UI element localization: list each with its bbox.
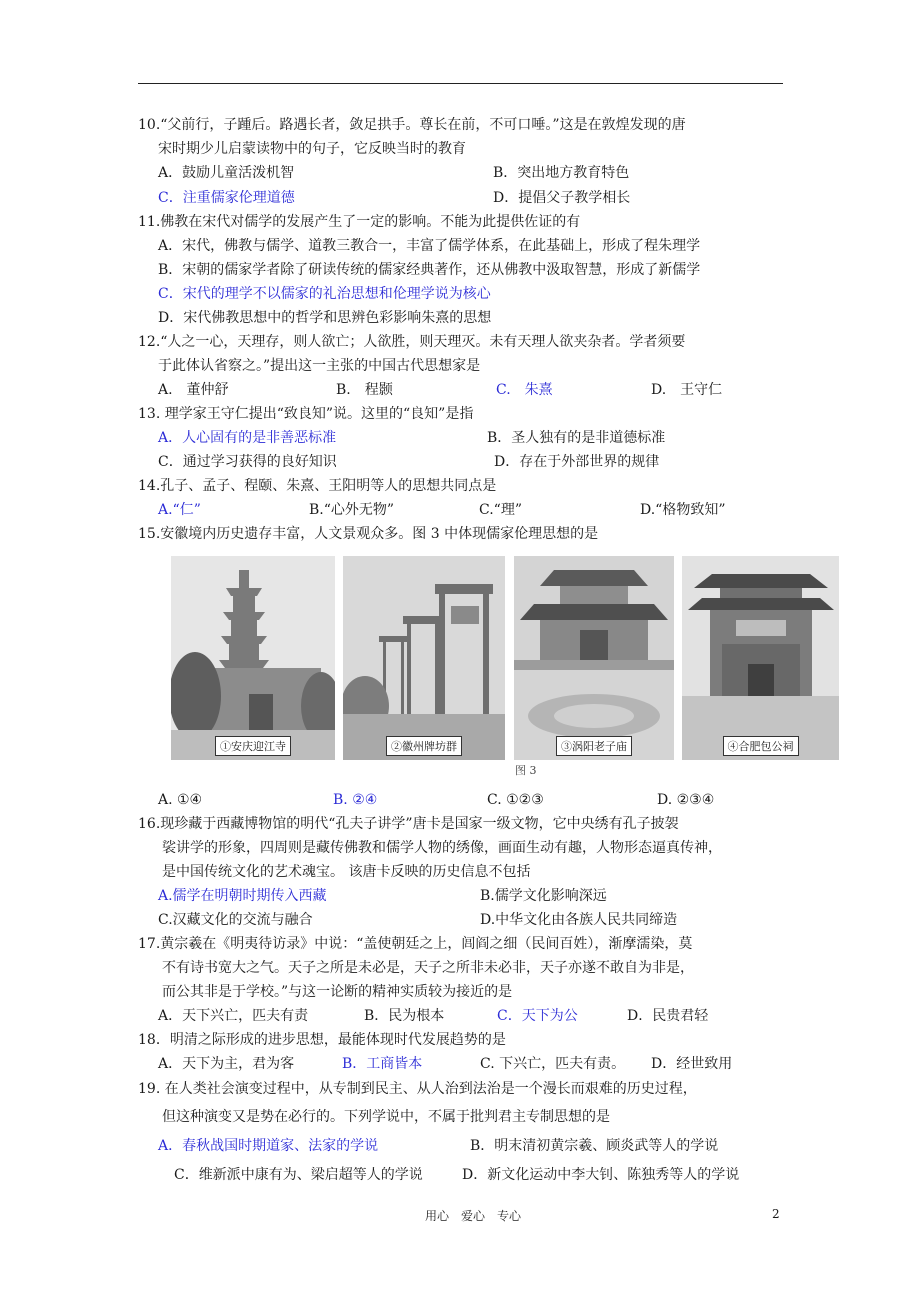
q19-option-d: D．新文化运动中李大钊、陈独秀等人的学说 bbox=[462, 1167, 740, 1183]
q18-option-d: D．经世致用 bbox=[651, 1056, 733, 1072]
q17-option-a: A．天下兴亡，匹夫有责 bbox=[158, 1008, 309, 1024]
q14-stem: 14.孔子、孟子、程颐、朱熹、王阳明等人的思想共同点是 bbox=[138, 478, 497, 494]
header-rule bbox=[138, 83, 783, 84]
q11-stem: 11.佛教在宋代对儒学的发展产生了一定的影响。不能为此提供佐证的有 bbox=[138, 214, 581, 230]
q19-stem: 19. 在人类社会演变过程中，从专制到民主、从人治到法治是一个漫长而艰难的历史过程， bbox=[138, 1081, 697, 1097]
q12-stem-cont: 于此体认省察之。”提出这一主张的中国古代思想家是 bbox=[158, 358, 481, 374]
q13-option-b: B．圣人独有的是非道德标准 bbox=[487, 430, 666, 446]
photo-caption-1: ①安庆迎江寺 bbox=[215, 736, 291, 756]
q16-option-b: B.儒学文化影响深远 bbox=[480, 888, 607, 904]
q18-stem: 18．明清之际形成的进步思想，最能体现时代发展趋势的是 bbox=[138, 1032, 506, 1048]
q10-option-a: A．鼓励儿童活泼机智 bbox=[158, 165, 295, 181]
q13-option-a: A．人心固有的是非善恶标准 bbox=[158, 430, 337, 446]
q19-option-c: C．维新派中康有为、梁启超等人的学说 bbox=[174, 1167, 423, 1183]
q10-option-c: C．注重儒家伦理道德 bbox=[158, 190, 295, 206]
photo-caption-3: ③涡阳老子庙 bbox=[556, 736, 632, 756]
q15-option-a: A. ①④ bbox=[158, 792, 203, 808]
q19-stem-cont: 但这种演变又是势在必行的。下列学说中，不属于批判君主专制思想的是 bbox=[162, 1109, 610, 1125]
q12-option-c: C. 朱熹 bbox=[496, 382, 553, 398]
q11-option-a: A．宋代，佛教与儒学、道教三教合一，丰富了儒学体系，在此基础上，形成了程朱理学 bbox=[158, 238, 701, 254]
archway-illustration bbox=[343, 556, 505, 760]
q17-stem-cont1: 不有诗书宽大之气。天子之所是未必是，天子之所非未必非，天子亦遂不敢自为非是， bbox=[162, 960, 694, 976]
figure-3-photos bbox=[171, 556, 839, 760]
q10-option-d: D．提倡父子教学相长 bbox=[493, 190, 631, 206]
q16-option-c: C.汉藏文化的交流与融合 bbox=[158, 912, 313, 928]
q11-option-b: B．宋朝的儒家学者除了研读传统的儒家经典著作，还从佛教中汲取智慧，形成了新儒学 bbox=[158, 262, 701, 278]
q17-option-c: C．天下为公 bbox=[497, 1008, 578, 1024]
page-number: 2 bbox=[772, 1207, 780, 1221]
q10-stem-cont: 宋时期少儿启蒙读物中的句子，它反映当时的教育 bbox=[158, 141, 466, 157]
temple-illustration bbox=[514, 556, 674, 760]
q13-option-c: C．通过学习获得的良好知识 bbox=[158, 454, 337, 470]
q10-stem: 10.“父前行，子踵后。路遇长者，敛足拱手。尊长在前，不可口唾。”这是在敦煌发现的唐 bbox=[138, 117, 686, 133]
q16-option-a: A.儒学在明朝时期传入西藏 bbox=[158, 888, 327, 904]
q12-stem: 12.“人之一心，天理存，则人欲亡；人欲胜，则天理灭。未有天理人欲夹杂者。学者须要 bbox=[138, 334, 686, 350]
q17-stem-cont2: 而公其非是于学校。”与这一论断的精神实质较为接近的是 bbox=[162, 984, 513, 1000]
photo-anqing-yingjiang-temple bbox=[171, 556, 335, 760]
q15-option-d: D. ②③④ bbox=[657, 792, 715, 808]
photo-hefei-baogong-memorial bbox=[682, 556, 839, 760]
q18-option-c: C. 下兴亡，匹夫有责。 bbox=[480, 1056, 626, 1072]
q14-option-c: C.“理” bbox=[479, 502, 522, 518]
memorial-illustration bbox=[682, 556, 839, 760]
q16-stem-cont1: 裟讲学的形象，四周则是藏传佛教和儒学人物的绣像，画面生动有趣，人物形态逼真传神， bbox=[162, 840, 722, 856]
q14-option-a: A.“仁” bbox=[158, 502, 201, 518]
q19-option-a: A．春秋战国时期道家、法家的学说 bbox=[158, 1138, 379, 1154]
footer-text: 用心 爱心 专心 bbox=[425, 1209, 522, 1223]
q12-option-a: A. 董仲舒 bbox=[158, 382, 229, 398]
photo-caption-2: ②徽州牌坊群 bbox=[386, 736, 462, 756]
figure-label: 图 3 bbox=[515, 764, 537, 777]
photo-huizhou-archways bbox=[343, 556, 505, 760]
q12-option-d: D. 王守仁 bbox=[651, 382, 723, 398]
q17-stem: 17.黄宗羲在《明夷待访录》中说：“盖使朝廷之上，闾阎之细（民间百姓），渐摩濡染，莫 bbox=[138, 936, 693, 952]
q16-stem-cont2: 是中国传统文化的艺术魂宝。 该唐卡反映的历史信息不包括 bbox=[162, 864, 531, 880]
photo-caption-4: ④合肥包公祠 bbox=[723, 736, 799, 756]
q17-option-d: D．民贵君轻 bbox=[627, 1008, 709, 1024]
q15-option-c: C. ①②③ bbox=[487, 792, 544, 808]
q11-option-d: D．宋代佛教思想中的哲学和思辨色彩影响朱熹的思想 bbox=[158, 310, 492, 326]
q15-option-b: B. ②④ bbox=[333, 792, 378, 808]
q11-option-c: C．宋代的理学不以儒家的礼治思想和伦理学说为核心 bbox=[158, 286, 491, 302]
q16-stem: 16.现珍藏于西藏博物馆的明代“孔夫子讲学”唐卡是国家一级文物，它中央绣有孔子披袈 bbox=[138, 816, 679, 832]
pagoda-illustration bbox=[171, 556, 335, 760]
photo-guoyang-laozi-temple bbox=[514, 556, 674, 760]
q17-option-b: B．民为根本 bbox=[364, 1008, 445, 1024]
q13-option-d: D．存在于外部世界的规律 bbox=[494, 454, 660, 470]
q19-option-b: B．明末清初黄宗羲、顾炎武等人的学说 bbox=[470, 1138, 719, 1154]
q13-stem: 13. 理学家王守仁提出“致良知”说。这里的“良知”是指 bbox=[138, 406, 474, 422]
q12-option-b: B. 程颢 bbox=[336, 382, 393, 398]
q10-option-b: B．突出地方教育特色 bbox=[493, 165, 630, 181]
q18-option-b: B．工商皆本 bbox=[342, 1056, 423, 1072]
q14-option-b: B.“心外无物” bbox=[309, 502, 395, 518]
q14-option-d: D.“格物致知” bbox=[640, 502, 726, 518]
q15-stem: 15.安徽境内历史遗存丰富，人文景观众多。图 3 中体现儒家伦理思想的是 bbox=[138, 526, 599, 542]
q18-option-a: A．天下为主，君为客 bbox=[158, 1056, 295, 1072]
q16-option-d: D.中华文化由各族人民共同缔造 bbox=[480, 912, 678, 928]
